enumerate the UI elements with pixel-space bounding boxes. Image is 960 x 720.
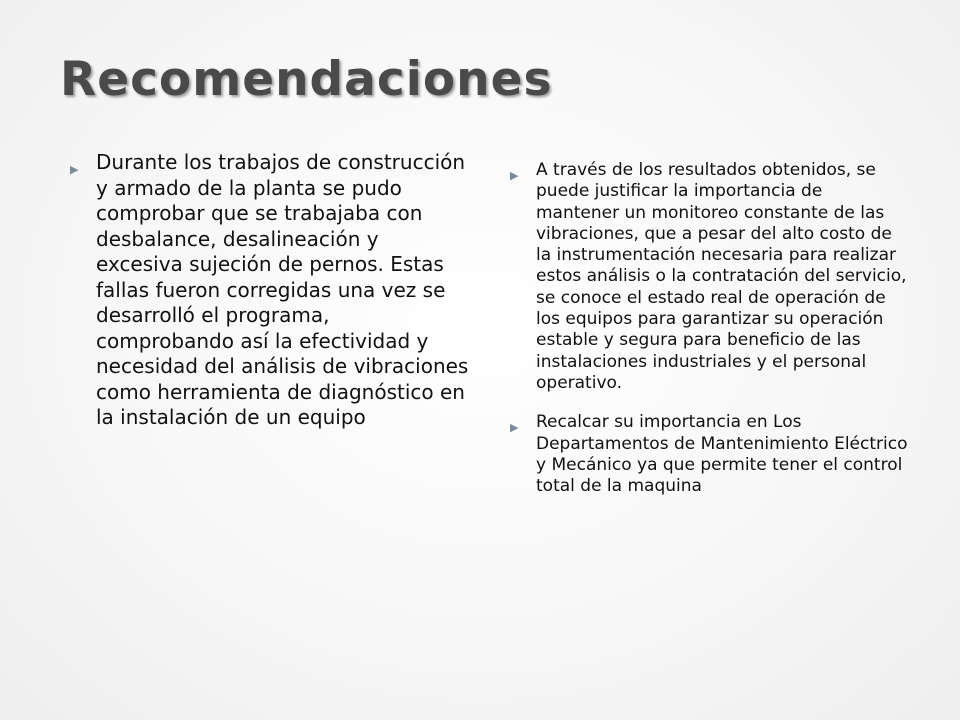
bullet-arrow-icon: ▶ — [70, 163, 79, 176]
bullet-text: Durante los trabajos de construcción y armado de la planta se pudo comprobar que se trabajaba con desbalance, desalineación y excesiva sujeción de pernos. Estas fallas fueron corregidas una vez se desarrolló el programa, comprobando así la efectividad y necesidad del análisis de vibraciones como herramienta de diagnóstico en la instalación de un equipo — [96, 150, 469, 429]
left-column — [70, 150, 470, 449]
slide-title: Recomendaciones — [60, 52, 553, 107]
right-column — [510, 160, 910, 515]
bullet-text: Recalcar su importancia en Los Departamentos de Mantenimiento Eléctrico y Mecánico ya que permite tener el control total de la maquina — [536, 412, 908, 497]
bullet-point — [510, 412, 910, 497]
bullet-text: A través de los resultados obtenidos, se puede justificar la importancia de mantener un monitoreo constante de las vibraciones, que a pesar del alto costo de la instrumentación necesaria para realizar estos análisis o la contratación del servicio, se conoce el estado real de operación de los equipos para garantizar su operación estable y segura para beneficio de las instalaciones industriales y el personal operativo. — [536, 160, 907, 393]
bullet-arrow-icon: ▶ — [510, 169, 519, 182]
bullet-arrow-icon: ▶ — [510, 421, 519, 435]
bullet-point — [70, 150, 470, 431]
bullet-point — [510, 160, 910, 394]
